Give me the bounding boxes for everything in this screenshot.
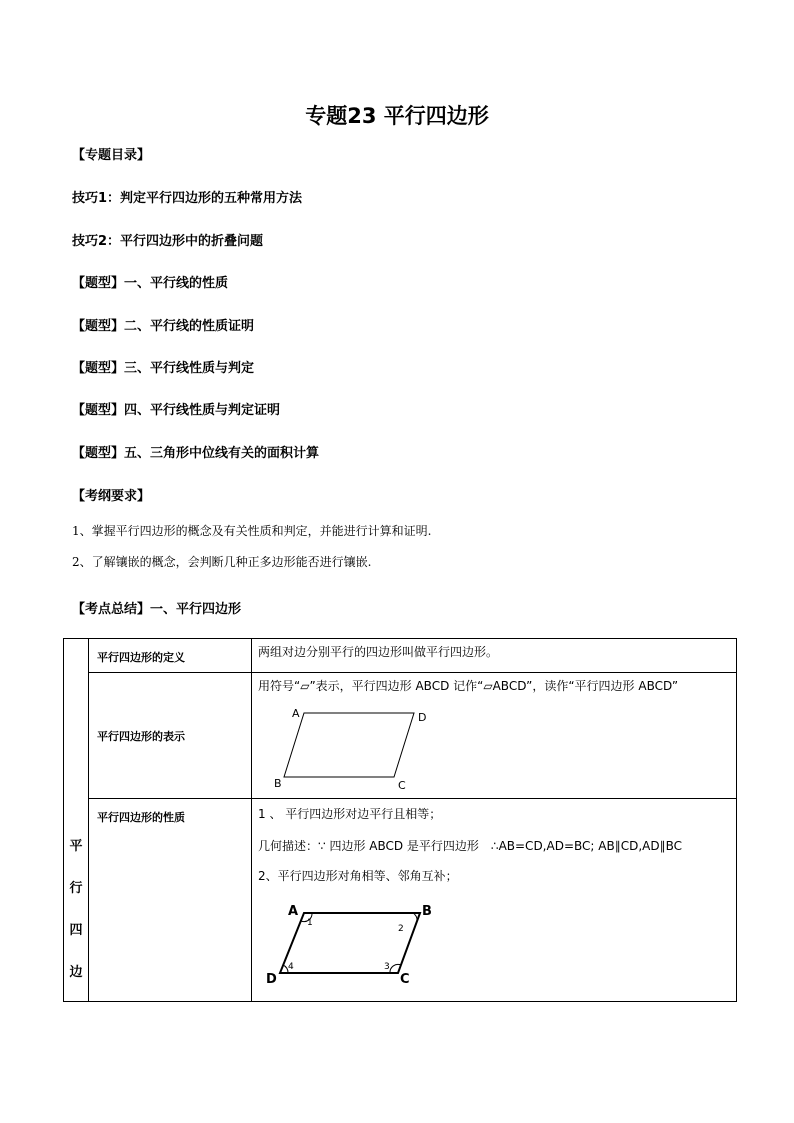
- row-label-definition: 平行四边形的定义: [89, 639, 252, 673]
- row-content-notation: [252, 673, 737, 799]
- svg-text:B: B: [422, 904, 432, 919]
- summary-table: [63, 638, 737, 1002]
- type-item: 【题型】一、平行线的性质: [72, 276, 229, 291]
- skill-item: 技巧1：判定平行四边形的五种常用方法: [72, 191, 303, 206]
- svg-text:A: A: [292, 707, 300, 720]
- catalog-heading: 【专题目录】: [72, 148, 151, 163]
- svg-text:C: C: [398, 779, 406, 791]
- row-label-notation: 平行四边形的表示: [89, 673, 252, 799]
- row-content-definition: 两组对边分别平行的四边形叫做平行四边形。: [252, 639, 737, 673]
- skill-item: 技巧2：平行四边形中的折叠问题: [72, 234, 264, 249]
- parallelogram-figure-2: [260, 899, 460, 985]
- property-line: 几何描述：∵ 四边形 ABCD 是平行四边形 ∴AB=CD,AD=BC; AB∥CD,AD∥BC: [258, 839, 682, 853]
- property-line: 1 、 平行四边形对边平行且相等；: [258, 807, 442, 821]
- svg-text:4: 4: [288, 962, 294, 972]
- type-item: 【题型】五、三角形中位线有关的面积计算: [72, 446, 320, 461]
- property-line: 2、平行四边形对角相等、邻角互补；: [258, 869, 458, 883]
- summary-heading: 【考点总结】一、平行四边形: [72, 602, 242, 617]
- notation-text: 用符号“▱”表示，平行四边形 ABCD 记作“▱ABCD”，读作“平行四边形 ABCD”: [258, 679, 679, 693]
- svg-text:B: B: [274, 777, 282, 790]
- svg-text:1: 1: [307, 918, 313, 928]
- row-label-properties: 平行四边形的性质: [89, 799, 252, 1002]
- type-item: 【题型】四、平行线性质与判定证明: [72, 403, 281, 418]
- table-side-label: 平 行 四 边: [64, 639, 89, 1002]
- type-item: 【题型】二、平行线的性质证明: [72, 319, 255, 334]
- svg-text:A: A: [288, 904, 299, 919]
- parallelogram-figure-1: [266, 701, 446, 791]
- svg-text:D: D: [418, 711, 427, 724]
- svg-text:D: D: [266, 972, 277, 985]
- requirement-item: 1、掌握平行四边形的概念及有关性质和判定，并能进行计算和证明.: [72, 524, 432, 538]
- svg-text:C: C: [400, 972, 410, 985]
- page-title: 专题23 平行四边形: [305, 104, 489, 128]
- svg-text:3: 3: [384, 962, 390, 972]
- type-item: 【题型】三、平行线性质与判定: [72, 361, 255, 376]
- row-content-properties: [252, 799, 737, 1002]
- requirements-heading: 【考纲要求】: [72, 489, 151, 504]
- requirement-item: 2、了解镶嵌的概念，会判断几种正多边形能否进行镶嵌.: [72, 555, 372, 569]
- svg-text:2: 2: [398, 924, 404, 934]
